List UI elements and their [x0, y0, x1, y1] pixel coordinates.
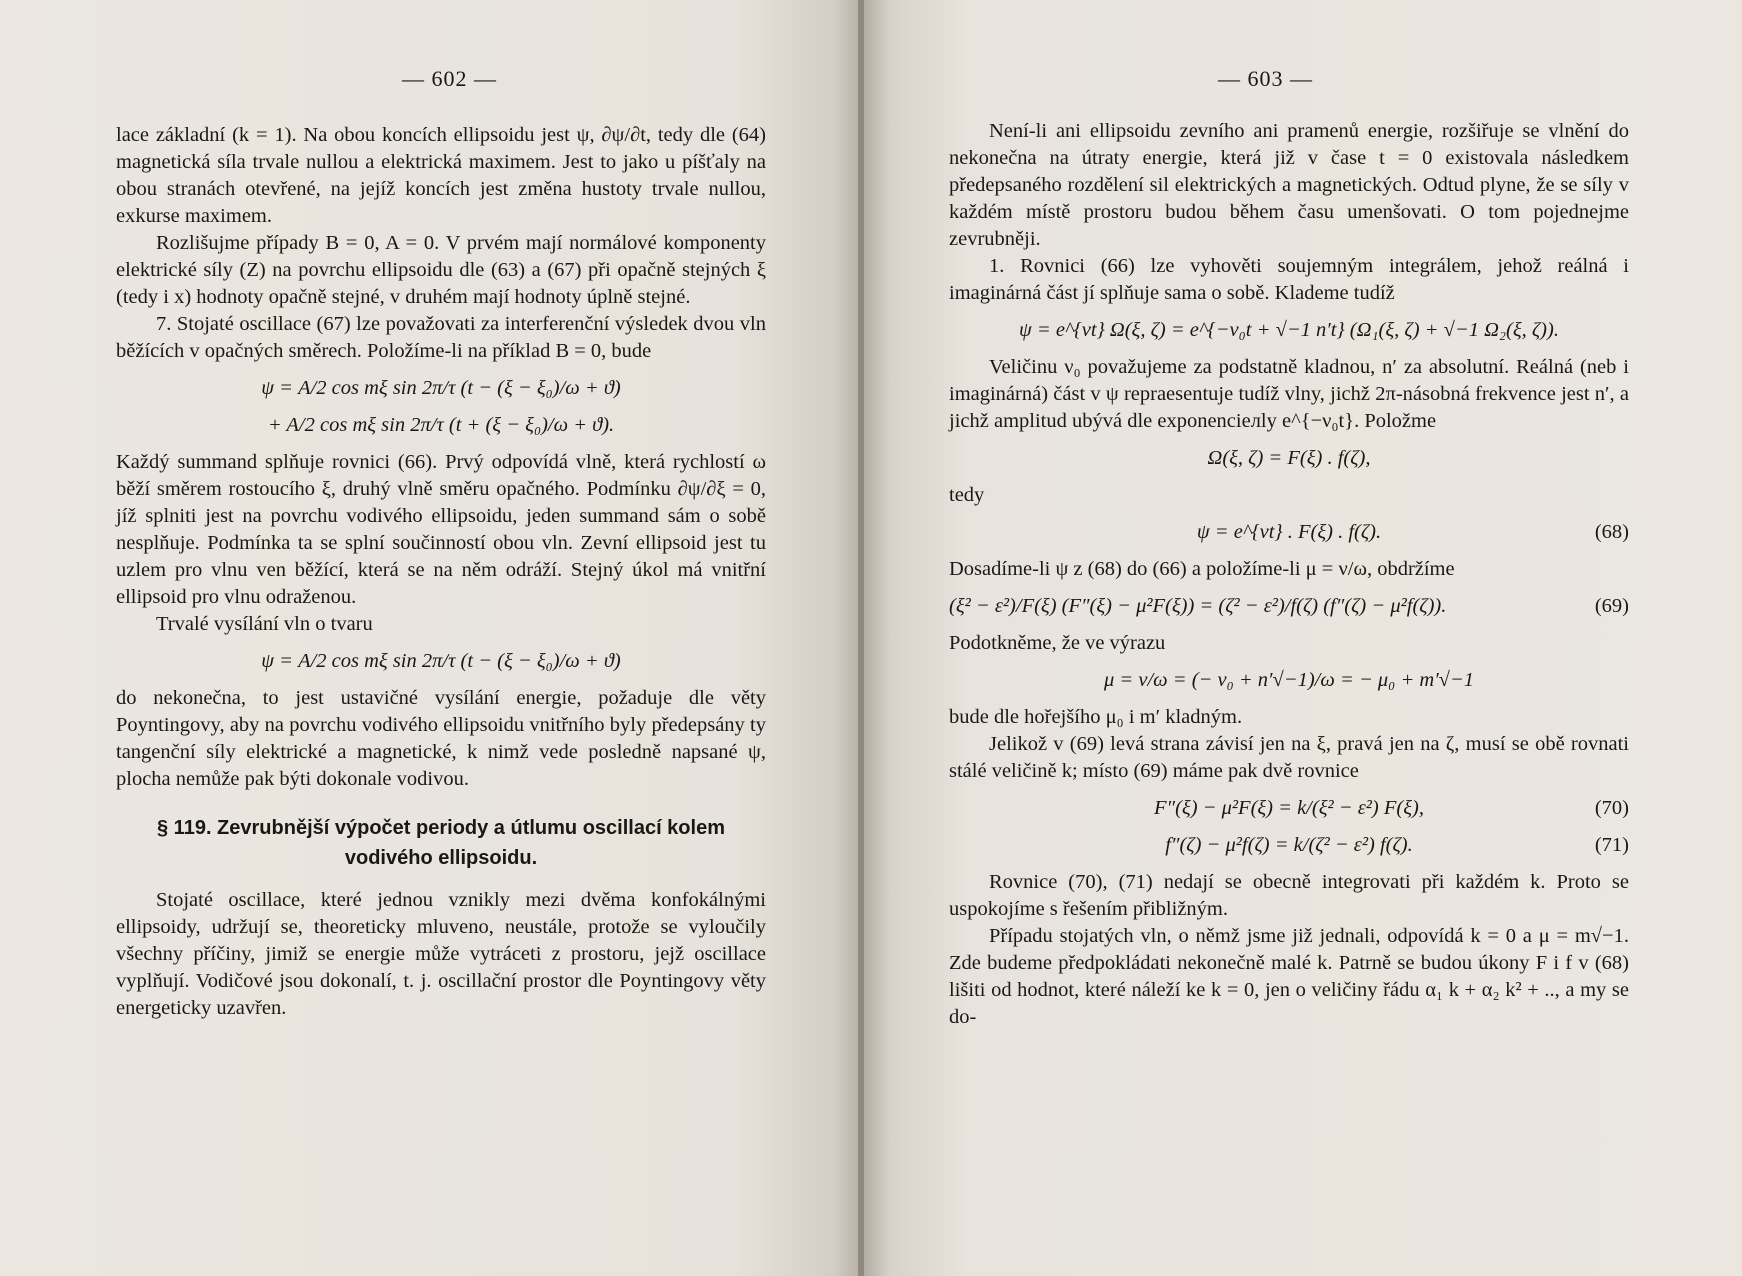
page-number-603: — 603 — — [1218, 66, 1313, 91]
equation: ψ = e^{νt} Ω(ξ, ζ) = e^{−ν₀t + √−1 n′t} (Ω₁(ξ, ζ) + √−1 Ω₂(ξ, ζ)). — [1019, 319, 1559, 341]
paragraph: lace základní (k = 1). Na obou koncích ellipsoidu jest ψ, ∂ψ/∂t, tedy dle (64) magnetická síla trvale nullou a elektrická maximem. Jest to jako u píšťaly na obou stranách otevřené, na jejíž koncích jest změna hustoty trvale nullou, exkurse maximem. — [116, 124, 766, 227]
paragraph: Dosadíme-li ψ z (68) do (66) a položíme-li μ = ν/ω, obdržíme — [949, 558, 1455, 580]
paragraph: Rovnice (70), (71) nedají se obecně integrovati při každém k. Proto se uspokojíme s řešením přibližným. — [949, 871, 1629, 920]
paragraph: Případu stojatých vln, o němž jsme již jednali, odpovídá k = 0 a μ = m√−1. Zde budeme předpokládati nekonečně malé k. Patrně se budou úkony F i f v (68) lišiti od hodnot, které náleží ke k = 0, jen o veličiny řádu α₁ k + α₂ k² + .., a my se do- — [949, 925, 1629, 1028]
paragraph: Jelikož v (69) levá strana závisí jen na ξ, pravá jen na ζ, musí se obě rovnati stálé veličině k; místo (69) máme pak dvě rovnice — [949, 733, 1629, 782]
equation — [949, 795, 1629, 822]
equation — [949, 832, 1629, 859]
paragraph: Stojaté oscillace, které jednou vznikly mezi dvěma konfokálnými ellipsoidy, udržují se, theoreticky mluveno, neustále, protože se vyloučily všechny příčiny, jimiž se energie může vytráceti z prostoru, jejž oscillace vyplňují. Vodičové jsou dokonalí, t. j. oscillační prostor dle Poyntingovy věty energeticky uzavřen. — [116, 889, 766, 1019]
equation — [949, 519, 1629, 546]
page-number-602: — 602 — — [402, 66, 497, 91]
paragraph: bude dle hořejšího μ₀ i m′ kladným. — [949, 706, 1243, 728]
right-page — [864, 0, 1742, 1276]
left-text-column — [116, 122, 766, 1022]
paragraph: Veličinu ν₀ považujeme za podstatně kladnou, n′ za absolutní. Reálná (neb i imaginárná) část v ψ repraesentuje tudíž vlny, jichž 2π-násobná frekvence jest n′, a jichž amplitud ubývá dle exponenciелly e^{−ν₀t}. Položme — [949, 356, 1629, 432]
equation-number: (69) — [1594, 595, 1629, 617]
paragraph: Rozlišujme případy B = 0, A = 0. V prvém mají normálové komponenty elektrické síly (Z) na povrchu ellipsoidu dle (63) a (67) při opačně stejných ξ (tedy i x) hodnoty opačně stejné, v druhém mají hodnoty úplně stejné. — [116, 232, 766, 308]
equation: ψ = A/2 cos mξ sin 2π/τ (t − (ξ − ξ₀)/ω + ϑ) — [261, 377, 621, 399]
section-heading-line: § 119. Zevrubnější výpočet periody a útlumu oscillací kolem — [157, 817, 725, 839]
paragraph: Trvalé vysílání vln o tvaru — [156, 613, 373, 635]
section-heading — [116, 813, 766, 873]
paragraph: Podotkněme, že ve výrazu — [949, 632, 1166, 654]
equation-number: (70) — [1594, 797, 1629, 819]
paragraph: do nekonečna, to jest ustavičné vysílání energie, požaduje dle věty Poyntingovy, aby na povrchu vodivého ellipsoidu vnitřního byly předepsány ty tangenční síly elektrické a magnetické, k nimž vede posledně napsané ψ, plocha nemůže pak býti dokonale vodivou. — [116, 687, 766, 790]
right-text-column — [949, 118, 1629, 1031]
equation: + A/2 cos mξ sin 2π/τ (t + (ξ − ξ₀)/ω + ϑ). — [267, 414, 615, 436]
equation: ψ = A/2 cos mξ sin 2π/τ (t − (ξ − ξ₀)/ω + ϑ) — [261, 650, 621, 672]
left-page — [0, 0, 860, 1276]
equation-body: F″(ξ) − μ²F(ξ) = k/(ξ² − ε²) F(ξ), — [1154, 797, 1424, 819]
equation — [949, 593, 1629, 620]
equation-body: ψ = e^{νt} . F(ξ) . f(ζ). — [1196, 521, 1382, 543]
equation: μ = ν/ω = (− ν₀ + n′√−1)/ω = − μ₀ + m′√−1 — [1103, 669, 1475, 691]
section-heading-line: vodivého ellipsoidu. — [344, 847, 538, 869]
equation-body: f″(ζ) − μ²f(ζ) = k/(ζ² − ε²) f(ζ). — [1165, 834, 1413, 856]
paragraph: 1. Rovnici (66) lze vyhověti soujemným integrálem, jehož reálná i imaginárná část jí splňuje sama o sobě. Klademe tudíž — [949, 255, 1629, 304]
paragraph: tedy — [949, 484, 985, 506]
paragraph: Není-li ani ellipsoidu zevního ani pramenů energie, rozšiřuje se vlnění do nekonečna na útraty energie, která již v čase t = 0 existovala následkem předepsaného rozdělení sil elektrických a magnetických. Odtud plyne, že se síly v každém místě prostoru budou během času umenšovati. O tom pojednejme zevrubněji. — [949, 120, 1629, 250]
equation: Ω(ξ, ζ) = F(ξ) . f(ζ), — [1207, 447, 1371, 469]
paragraph: Každý summand splňuje rovnici (66). Prvý odpovídá vlně, která rychlostí ω běží směrem rostoucího ξ, druhý vlně směru opačného. Podmínku ∂ψ/∂ξ = 0, jíž splniti jest na povrchu vodivého ellipsoidu, jeden summand sám o sobě nesplňuje. Podmínka ta se splní součinností obou vln. Zevní ellipsoid jest tu uzlem pro vlnu ven běžící, která se na něm odráží. Stejný úkol má vnitřní ellipsoid pro vlnu odraženou. — [116, 451, 766, 608]
equation-number: (68) — [1594, 521, 1629, 543]
equation-body: (ξ² − ε²)/F(ξ) (F″(ξ) − μ²F(ξ)) = (ζ² − ε²)/f(ζ) (f″(ζ) − μ²f(ζ)). — [949, 595, 1447, 617]
equation-number: (71) — [1594, 834, 1629, 856]
paragraph: 7. Stojaté oscillace (67) lze považovati za interferenční výsledek dvou vln běžících v opačných směrech. Položíme-li na příklad B = 0, bude — [116, 313, 766, 362]
